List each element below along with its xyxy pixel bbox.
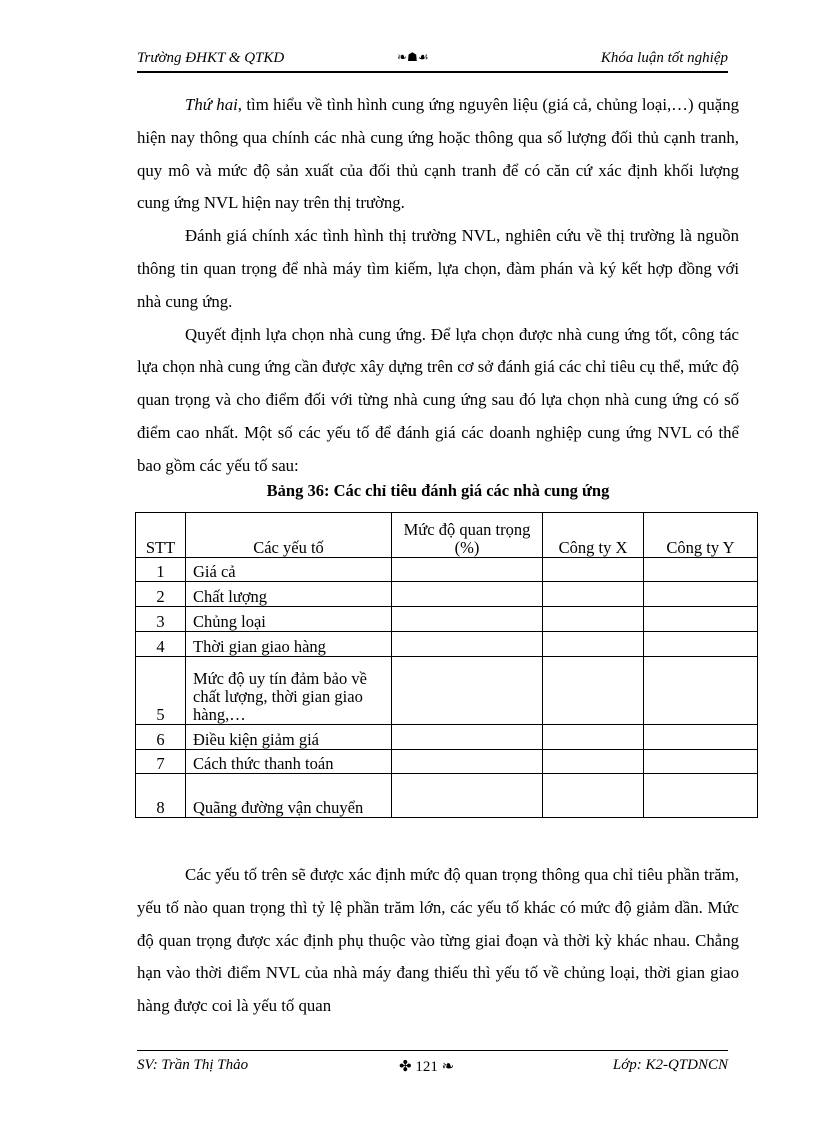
paragraph-1-lead: Thứ hai bbox=[185, 95, 238, 114]
body-bottom bbox=[137, 859, 739, 1023]
table-header-row bbox=[136, 513, 758, 558]
row-factor: Thời gian giao hàng bbox=[186, 632, 392, 657]
table-title: Bảng 36: Các chỉ tiêu đánh giá các nhà cung ứng bbox=[266, 481, 610, 500]
row-importance-cell bbox=[392, 632, 543, 657]
criteria-table bbox=[135, 512, 758, 818]
row-company-y-cell bbox=[644, 774, 758, 818]
row-stt: 1 bbox=[136, 558, 186, 582]
row-stt: 7 bbox=[136, 750, 186, 774]
row-company-x-cell bbox=[543, 607, 644, 632]
table-row bbox=[136, 632, 758, 657]
row-importance-cell bbox=[392, 774, 543, 818]
paragraph-4: Các yếu tố trên sẽ được xác định mức độ quan trọng thông qua chỉ tiêu phần trăm, yếu tố nào quan trọng thì tỷ lệ phần trăm lớn, các yếu tố khác có mức độ giảm dần. Mức độ quan trọng được xác định phụ thuộc vào từng giai đoạn và thời kỳ khác nhau. Chẳng hạn vào thời điểm NVL của nhà máy đang thiếu thì yếu tố về chủng loại, thời gian giao hàng được coi là yếu tố quan bbox=[137, 865, 739, 1016]
row-stt: 4 bbox=[136, 632, 186, 657]
col-header-stt: STT bbox=[136, 513, 186, 558]
row-company-x-cell bbox=[543, 632, 644, 657]
row-company-y-cell bbox=[644, 558, 758, 582]
table-row bbox=[136, 657, 758, 725]
row-company-x-cell bbox=[543, 750, 644, 774]
row-factor: Cách thức thanh toán bbox=[186, 750, 392, 774]
table-row bbox=[136, 725, 758, 750]
row-importance-cell bbox=[392, 558, 543, 582]
paragraph-3: Quyết định lựa chọn nhà cung ứng. Để lựa chọn được nhà cung ứng tốt, công tác lựa chọn nhà cung ứng cần được xây dựng trên cơ sở đánh giá các chỉ tiêu cụ thể, mức độ quan trọng và cho điểm đối với từng nhà cung ứng sau đó lựa chọn nhà cung ứng có số điểm cao nhất. Một số các yếu tố để đánh giá các doanh nghiệp cung ứng NVL có thể bao gồm các yếu tố sau: bbox=[137, 324, 739, 475]
paragraph-1 bbox=[137, 89, 739, 220]
row-stt: 8 bbox=[136, 774, 186, 818]
row-factor: Điều kiện giảm giá bbox=[186, 725, 392, 750]
row-factor: Chủng loại bbox=[186, 607, 392, 632]
row-company-x-cell bbox=[543, 657, 644, 725]
row-stt: 2 bbox=[136, 582, 186, 607]
table-row bbox=[136, 750, 758, 774]
row-importance-cell bbox=[392, 750, 543, 774]
col-header-company-x: Công ty X bbox=[543, 513, 644, 558]
footer-student: SV: Trần Thị Thảo bbox=[137, 1057, 249, 1073]
header-school: Trường ĐHKT & QTKD bbox=[137, 50, 285, 66]
body-top bbox=[137, 89, 739, 483]
table-row bbox=[136, 582, 758, 607]
row-importance-cell bbox=[392, 607, 543, 632]
page-footer bbox=[137, 1050, 728, 1075]
row-company-x-cell bbox=[543, 725, 644, 750]
footer-class: Lớp: K2-QTDNCN bbox=[612, 1057, 728, 1073]
table-row bbox=[136, 774, 758, 818]
table-row bbox=[136, 607, 758, 632]
row-factor: Quãng đường vận chuyển bbox=[186, 774, 392, 818]
paragraph-1-rest: , tìm hiểu về tình hình cung ứng nguyên liệu (giá cả, chủng loại,…) quặng hiện nay thông qua chính các nhà cung ứng hoặc thông qua số lượng đối thủ cạnh tranh, quy mô và mức độ sản xuất của đối thủ cạnh tranh để có căn cứ xác định khối lượng cung ứng NVL hiện nay trên thị trường. bbox=[137, 95, 739, 213]
col-header-factor: Các yếu tố bbox=[186, 513, 392, 558]
row-stt: 6 bbox=[136, 725, 186, 750]
row-company-y-cell bbox=[644, 632, 758, 657]
header-doc-type: Khóa luận tốt nghiệp bbox=[600, 50, 728, 66]
row-stt: 5 bbox=[136, 657, 186, 725]
row-company-x-cell bbox=[543, 774, 644, 818]
row-company-y-cell bbox=[644, 725, 758, 750]
row-importance-cell bbox=[392, 725, 543, 750]
row-stt: 3 bbox=[136, 607, 186, 632]
header-ornament-icon: ❧☗☙ bbox=[397, 50, 429, 64]
row-factor: Giá cả bbox=[186, 558, 392, 582]
row-factor: Chất lượng bbox=[186, 582, 392, 607]
paragraph-2: Đánh giá chính xác tình hình thị trường NVL, nghiên cứu về thị trường là nguồn thông tin quan trọng để nhà máy tìm kiếm, lựa chọn, đàm phán và ký kết hợp đồng với nhà cung ứng. bbox=[137, 226, 739, 311]
row-company-y-cell bbox=[644, 607, 758, 632]
page-header bbox=[137, 47, 728, 73]
row-company-y-cell bbox=[644, 750, 758, 774]
table-row bbox=[136, 558, 758, 582]
row-company-x-cell bbox=[543, 558, 644, 582]
row-company-y-cell bbox=[644, 582, 758, 607]
row-company-y-cell bbox=[644, 657, 758, 725]
col-header-importance: Mức độ quan trọng (%) bbox=[392, 513, 543, 558]
row-company-x-cell bbox=[543, 582, 644, 607]
row-importance-cell bbox=[392, 657, 543, 725]
col-header-company-y: Công ty Y bbox=[644, 513, 758, 558]
row-importance-cell bbox=[392, 582, 543, 607]
footer-page-number: ✤ 121 ❧ bbox=[399, 1059, 455, 1075]
row-factor: Mức độ uy tín đảm bảo về chất lượng, thời gian giao hàng,… bbox=[186, 657, 392, 725]
